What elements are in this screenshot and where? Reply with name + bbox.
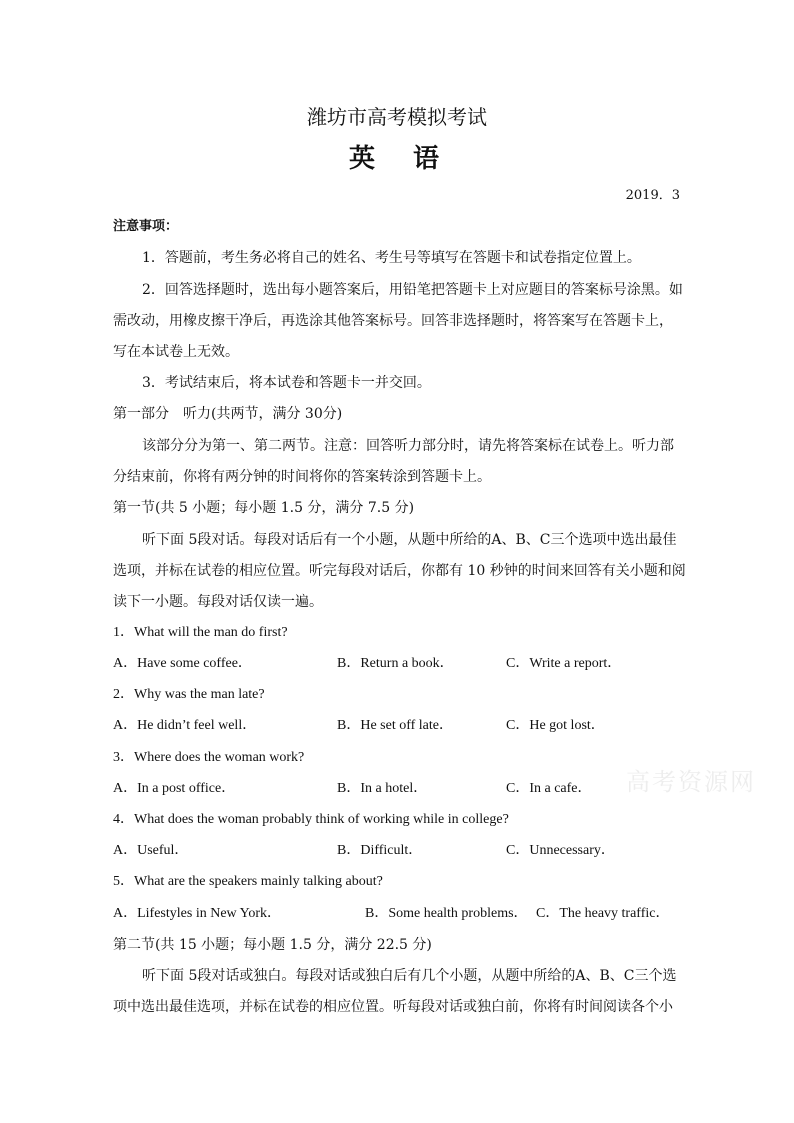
q2-option-c: C．He got lost． — [506, 718, 605, 733]
q3-option-c: C．In a cafe． — [506, 781, 592, 796]
section1-intro-line-1: 听下面 5段对话。每段对话后有一个小题，从题中所给的A、B、C三个选项中选出最佳 — [142, 532, 677, 548]
question-1: 1．What will the man do first? — [113, 625, 288, 640]
q4-option-a: A．Useful． — [113, 843, 189, 858]
section1-heading: 第一节(共 5 小题；每小题 1.5 分，满分 7.5 分) — [113, 500, 415, 516]
notice-item-2-line-1: 2．回答选择题时，选出每小题答案后，用铅笔把答题卡上对应题目的答案标号涂黑。如 — [142, 282, 683, 298]
q5-option-b: B．Some health problems． — [365, 906, 528, 921]
section2-intro-line-2: 项中选出最佳选项，并标在试卷的相应位置。听每段对话或独白前，你将有时间阅读各个小 — [113, 999, 673, 1015]
q1-option-c: C．Write a report． — [506, 656, 622, 671]
notice-item-3: 3．考试结束后，将本试卷和答题卡一并交回。 — [142, 375, 431, 391]
section2-heading: 第二节(共 15 小题；每小题 1.5 分，满分 22.5 分) — [113, 937, 432, 953]
notice-heading: 注意事项： — [113, 219, 179, 234]
question-5: 5．What are the speakers mainly talking about? — [113, 874, 383, 889]
q4-option-b: B．Difficult． — [337, 843, 423, 858]
notice-item-1: 1．答题前，考生务必将自己的姓名、考生号等填写在答题卡和试卷指定位置上。 — [142, 250, 641, 266]
section2-intro-line-1: 听下面 5段对话或独白。每段对话或独白后有几个小题，从题中所给的A、B、C三个选 — [142, 968, 677, 984]
exam-date: 2019．3 — [625, 188, 680, 203]
q2-option-a: A．He didn’t feel well． — [113, 718, 257, 733]
question-4: 4．What does the woman probably think of working while in college? — [113, 812, 509, 827]
part1-heading: 第一部分 听力(共两节，满分 30分) — [113, 406, 343, 422]
notice-item-2-line-3: 写在本试卷上无效。 — [113, 344, 239, 360]
part1-intro-line-2: 分结束前，你将有两分钟的时间将你的答案转涂到答题卡上。 — [113, 469, 491, 485]
q5-option-a: A．Lifestyles in New York． — [113, 906, 281, 921]
part1-intro-line-1: 该部分分为第一、第二两节。注意：回答听力部分时，请先将答案标在试卷上。听力部 — [142, 438, 674, 454]
question-3: 3．Where does the woman work? — [113, 750, 305, 765]
section1-intro-line-2: 选项，并标在试卷的相应位置。听完每段对话后，你都有 10 秒钟的时间来回答有关小题和阅 — [113, 563, 686, 579]
q4-option-c: C．Unnecessary． — [506, 843, 615, 858]
q1-option-a: A．Have some coffee． — [113, 656, 252, 671]
q3-option-b: B．In a hotel． — [337, 781, 428, 796]
exam-title: 潍坊市高考模拟考试 — [307, 105, 487, 129]
notice-item-2-line-2: 需改动，用橡皮擦干净后，再选涂其他答案标号。回答非选择题时，将答案写在答题卡上， — [113, 313, 673, 329]
q5-option-c: C．The heavy traffic． — [536, 906, 670, 921]
question-2: 2．Why was the man late? — [113, 687, 265, 702]
subject-title: 英 语 — [348, 144, 445, 174]
watermark: 高考资源网 — [626, 768, 756, 796]
q1-option-b: B．Return a book． — [337, 656, 454, 671]
q3-option-a: A．In a post office． — [113, 781, 236, 796]
section1-intro-line-3: 读下一小题。每段对话仅读一遍。 — [113, 594, 323, 610]
q2-option-b: B．He set off late． — [337, 718, 453, 733]
